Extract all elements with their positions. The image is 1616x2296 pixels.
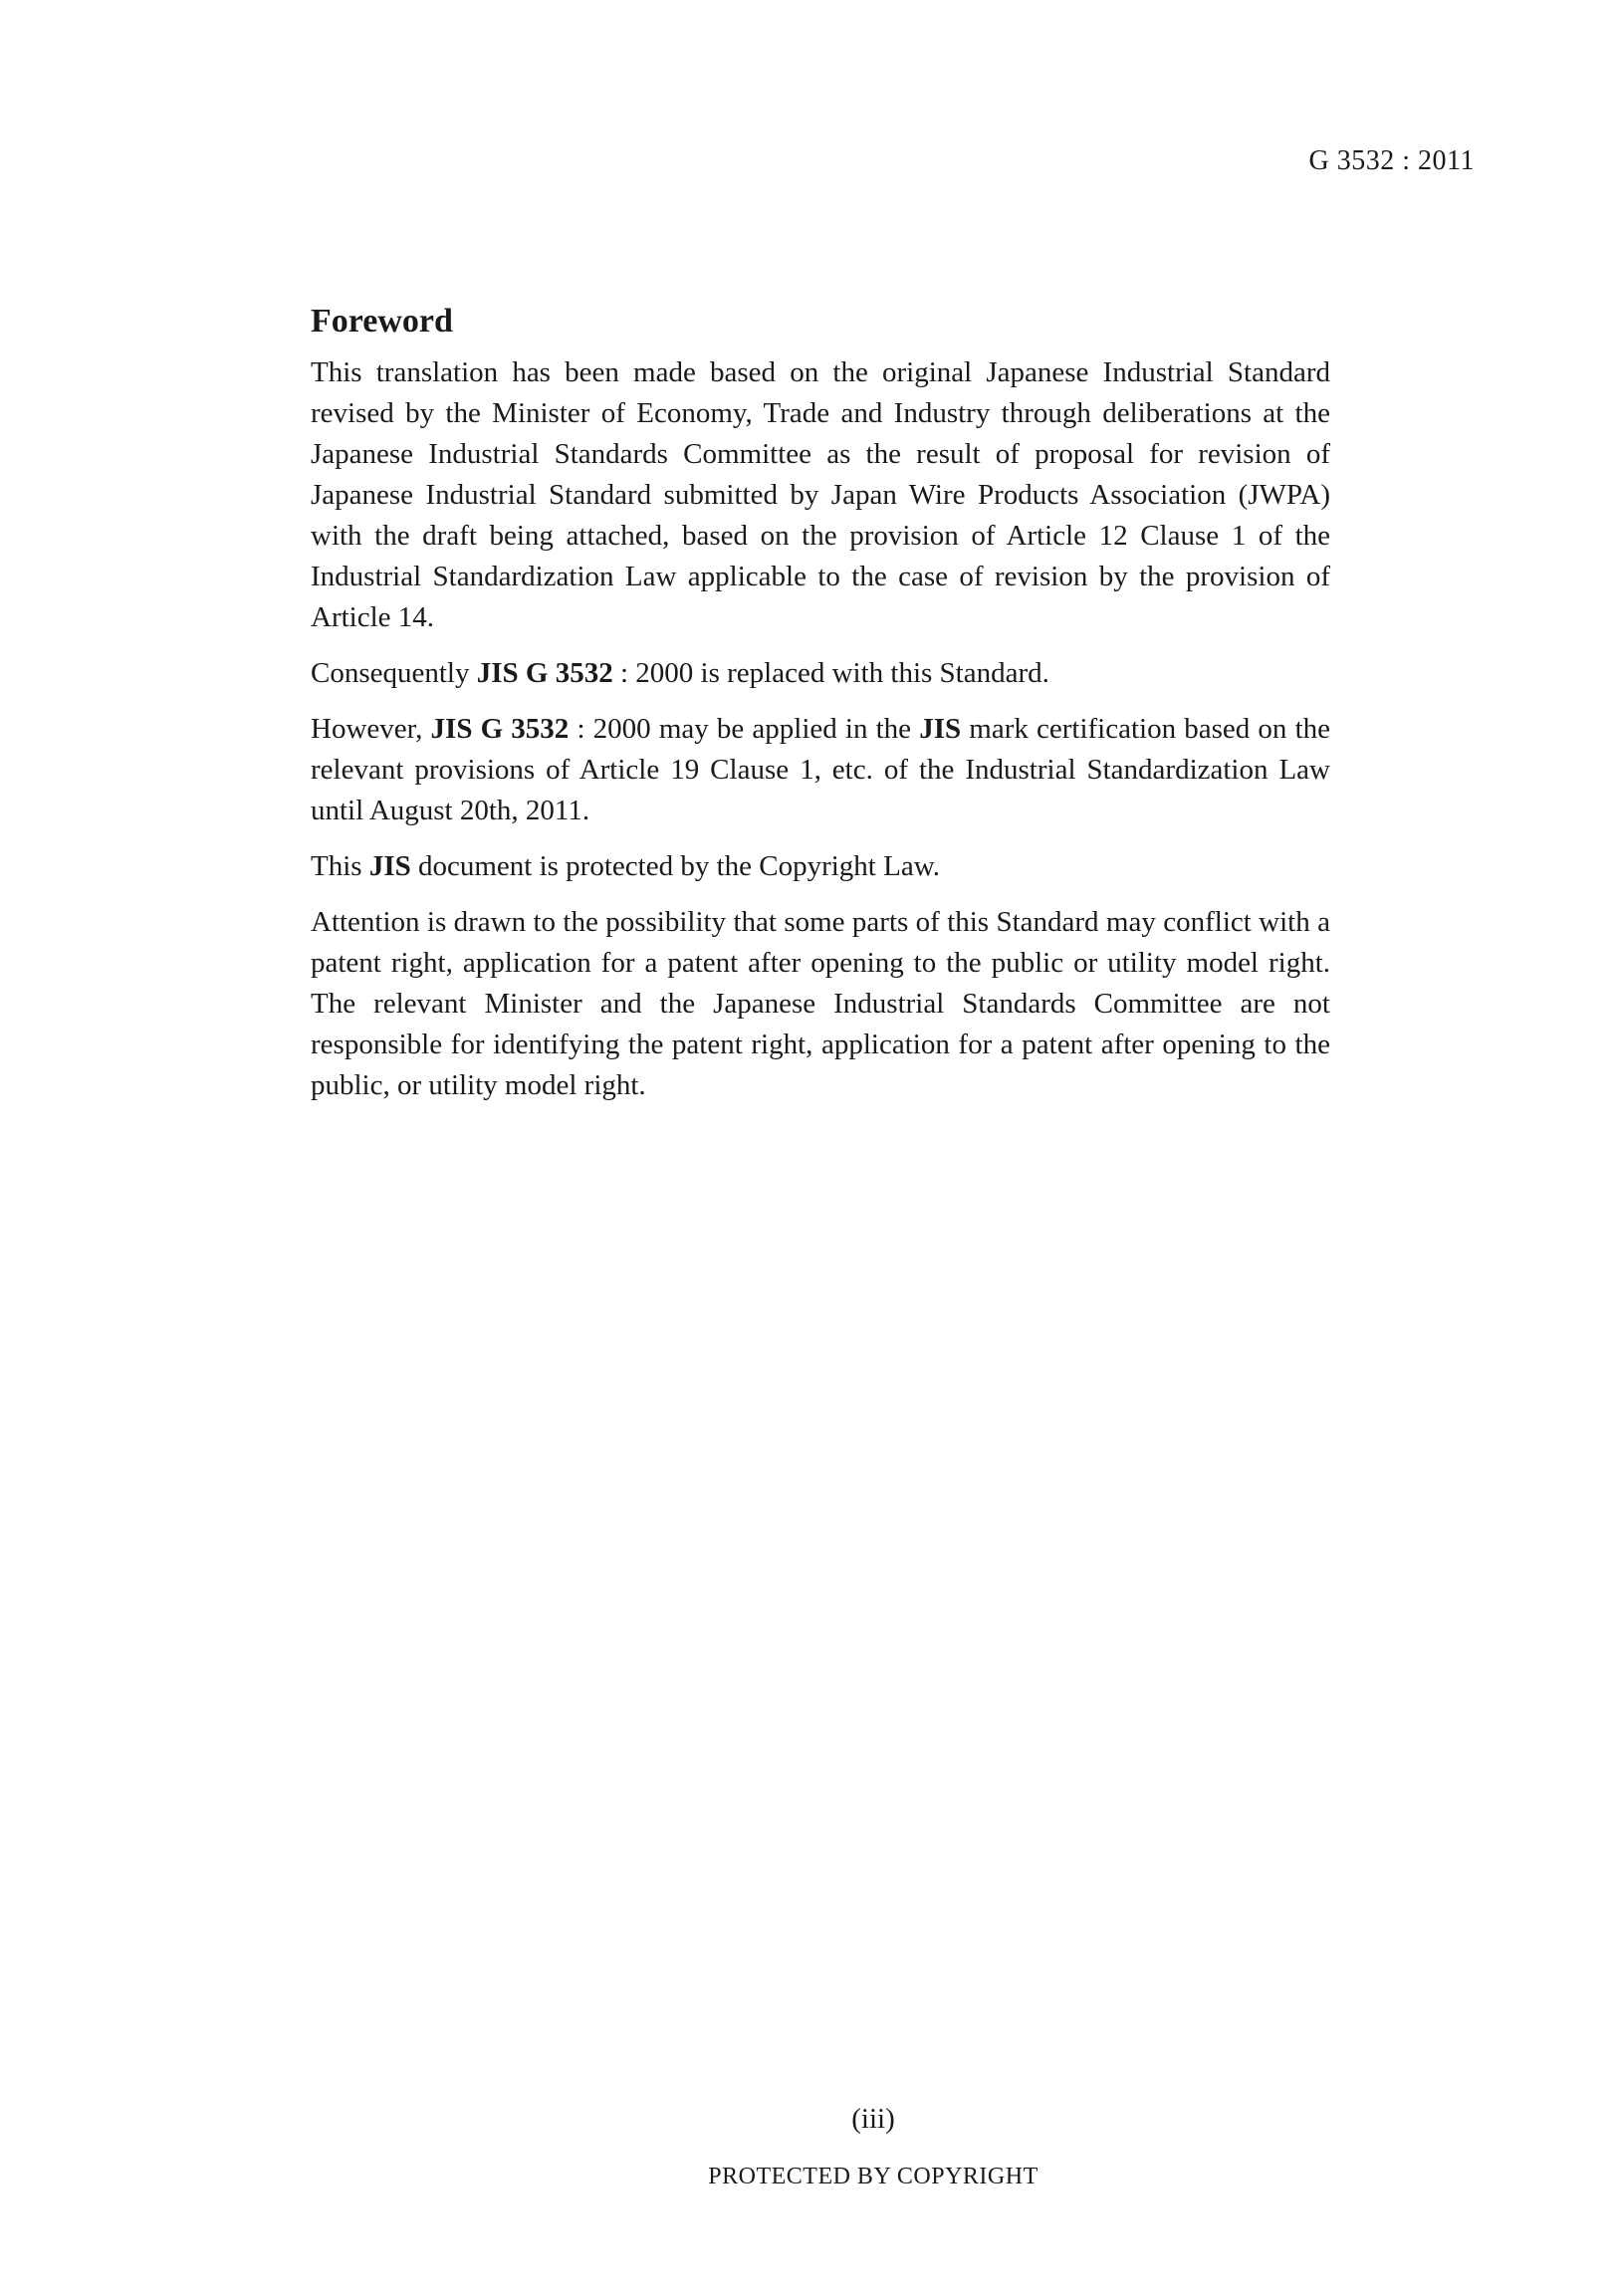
foreword-paragraph-3 — [311, 709, 1330, 831]
page-number: (iii) — [851, 2103, 895, 2135]
paragraph-4-text-post: document is protected by the Copyright Law. — [410, 850, 941, 882]
paragraph-4-text-pre: This — [311, 850, 369, 882]
paragraph-3-text-post: mark certification based on the relevant provisions of Article 19 Clause 1, etc. of the Industrial Standardization Law until August 20th, 2011. — [311, 713, 1330, 826]
foreword-paragraph-2 — [311, 653, 1330, 694]
document-code: G 3532 : 2011 — [1308, 145, 1475, 176]
standard-reference: JIS G 3532 — [430, 713, 570, 745]
paragraph-2-text-post: : 2000 is replaced with this Standard. — [612, 657, 1049, 689]
jis-label: JIS — [919, 713, 962, 745]
foreword-paragraph-4 — [311, 846, 1330, 887]
standard-reference: JIS G 3532 — [476, 657, 613, 689]
paragraph-3-text-pre: However, — [311, 713, 431, 745]
copyright-notice: PROTECTED BY COPYRIGHT — [708, 2164, 1039, 2189]
foreword-title: Foreword — [311, 303, 453, 340]
foreword-section — [311, 303, 1330, 1121]
foreword-paragraph-5: Attention is drawn to the possibility that some parts of this Standard may conflict with a patent right, application for a patent after opening to the public or utility model right. The relevant Minister and the Japanese Industrial Standards Committee are not responsible for identifying the patent right, application for a patent after opening to the public, or utility model right. — [311, 906, 1330, 1101]
paragraph-2-text-pre: Consequently — [311, 657, 477, 689]
jis-label: JIS — [368, 850, 411, 882]
paragraph-3-text-mid: : 2000 may be applied in the — [569, 713, 920, 745]
foreword-paragraph-1: This translation has been made based on the original Japanese Industrial Standard revised by the Minister of Economy, Trade and Industry through deliberations at the Japanese Industrial Standards Committee as the result of proposal for revision of Japanese Industrial Standard submitted by Japan Wire Products Association (JWPA) with the draft being attached, based on the provision of Article 12 Clause 1 of the Industrial Standardization Law applicable to the case of revision by the provision of Article 14. — [311, 356, 1330, 633]
